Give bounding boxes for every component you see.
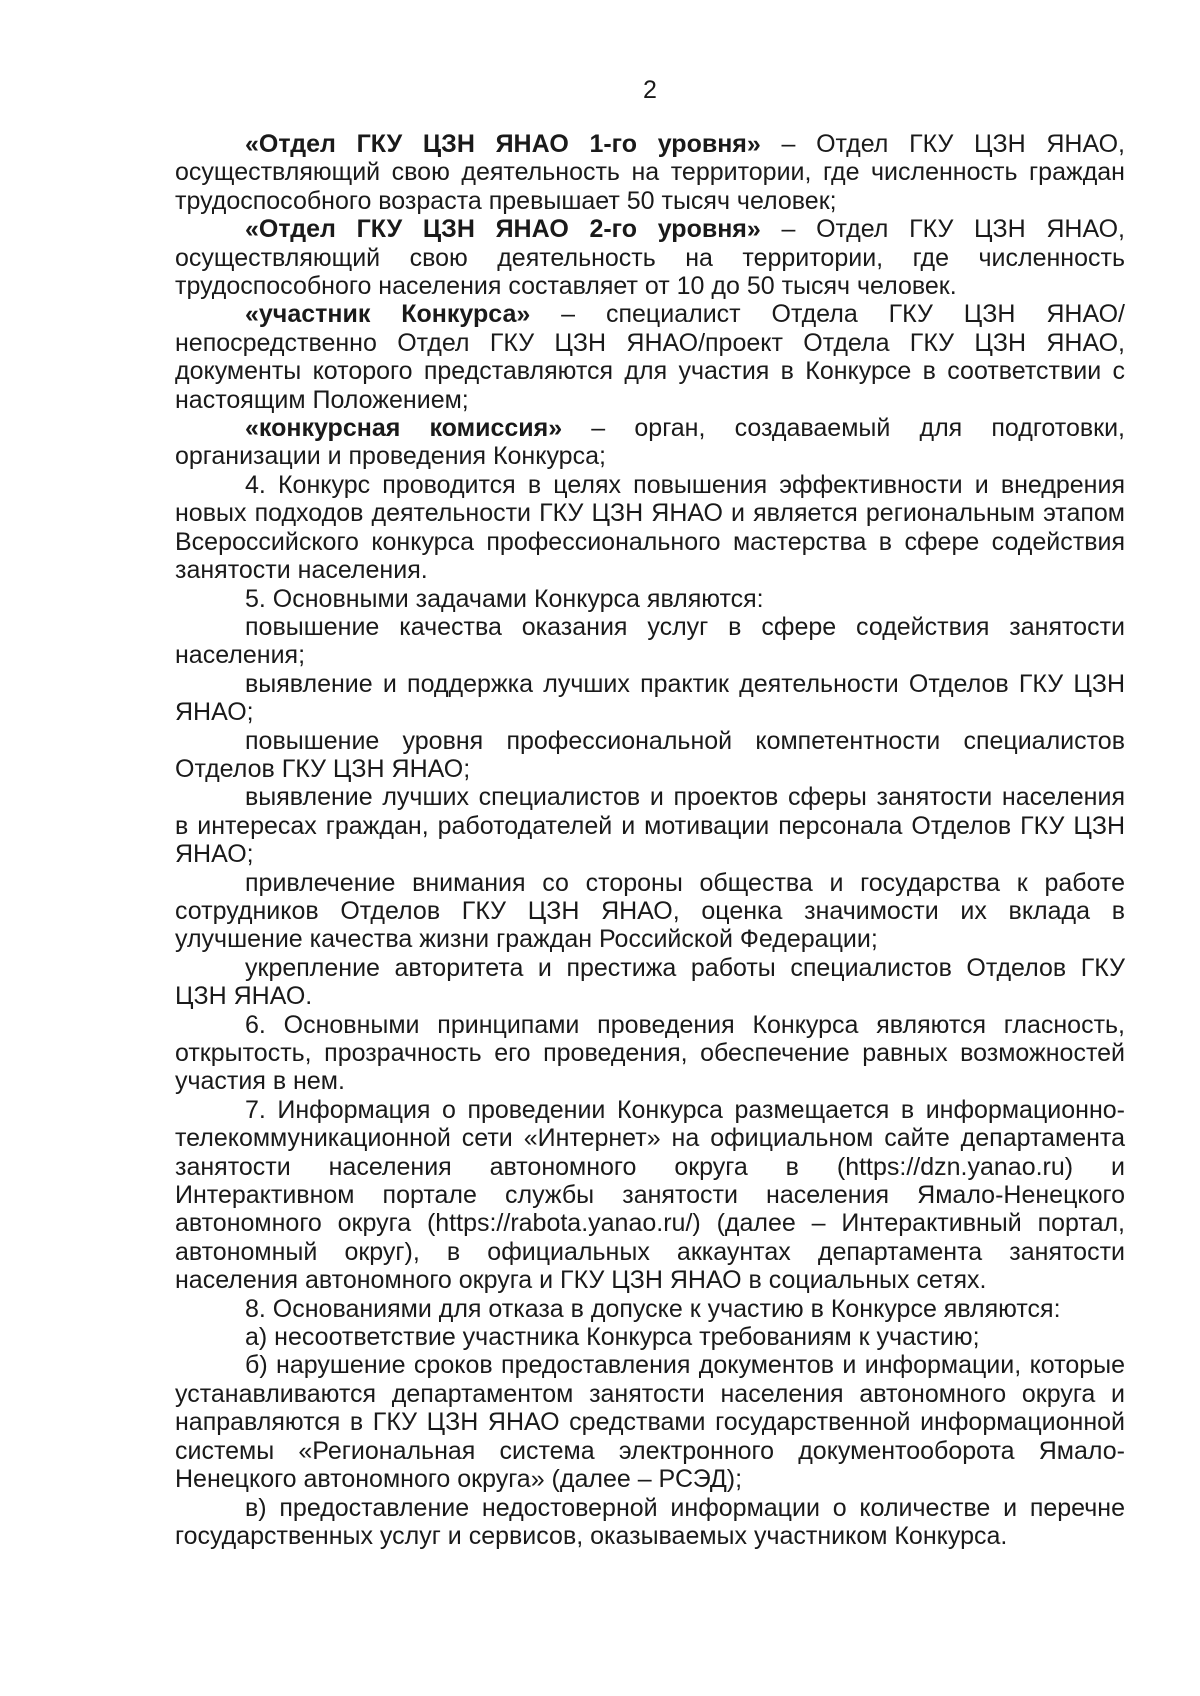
definition-paragraph [175,300,1125,414]
paragraph [175,1096,1125,1295]
paragraph-text: выявление лучших специалистов и проектов сферы занятости населения в интересах граждан, работодателей и мотивации персонала Отделов ГКУ ЦЗН ЯНАО; [175,783,1125,869]
paragraph-text: повышение качества оказания услуг в сфере содействия занятости населения; [175,612,1125,670]
list-item [175,1351,1125,1493]
defined-term: «Отдел ГКУ ЦЗН ЯНАО 1-го уровня» [245,130,761,158]
paragraph [175,471,1125,585]
list-item [175,1494,1125,1551]
list-item [175,869,1125,954]
paragraph-text: выявление и поддержка лучших практик деятельности Отделов ГКУ ЦЗН ЯНАО; [175,669,1125,727]
paragraph-text: 6. Основными принципами проведения Конкурса являются гласность, открытость, прозрачность его проведения, обеспечение равных возможностей участия в нем. [175,1010,1125,1096]
list-item [175,613,1125,670]
list-item [175,783,1125,868]
definition-paragraph [175,130,1125,215]
paragraph-text: укрепление авторитета и престижа работы специалистов Отделов ГКУ ЦЗН ЯНАО. [175,953,1125,1011]
definition-text: – Отдел ГКУ ЦЗН ЯНАО, осуществляющий свою деятельность на территории, где численность граждан трудоспособного возраста превышает 50 тысяч человек; [175,130,1125,215]
paragraph-text: в) предоставление недостоверной информации о количестве и перечне государственных услуг и сервисов, оказываемых участником Конкурса. [175,1493,1125,1550]
definition-text: – специалист Отдела ГКУ ЦЗН ЯНАО/непосредственно Отдел ГКУ ЦЗН ЯНАО/проект Отдела ГКУ ЦЗН ЯНАО, документы которого представляются для участия в Конкурсе в соответствии с настоящим Положением; [175,300,1125,414]
paragraph-text: б) нарушение сроков предоставления документов и информации, которые устанавливаются департаментом занятости населения автономного округа и направляются в ГКУ ЦЗН ЯНАО средствами государственной информационной системы «Региональная система электронного документооборота Ямало-Ненецкого автономного округа» (далее – РСЭД); [175,1351,1125,1494]
list-item [175,727,1125,784]
list-item [175,954,1125,1011]
paragraph-text: 8. Основаниями для отказа в допуске к участию в Конкурсе являются: [245,1294,1061,1323]
definition-text: – Отдел ГКУ ЦЗН ЯНАО, осуществляющий свою деятельность на территории, где численность трудоспособного населения составляет от 10 до 50 тысяч человек. [175,215,1125,301]
paragraph-text: 5. Основными задачами Конкурса являются: [245,584,764,613]
paragraph-text: а) несоответствие участника Конкурса требованиям к участию; [245,1323,980,1352]
paragraph [175,1011,1125,1096]
definition-text: – орган, создаваемый для подготовки, организации и проведения Конкурса; [175,414,1125,471]
definition-paragraph [175,215,1125,300]
list-item [175,1323,1125,1351]
paragraph [175,1295,1125,1323]
list-item [175,670,1125,727]
document-body [175,130,1125,1550]
paragraph [175,585,1125,613]
defined-term: «конкурсная комиссия» [245,414,563,443]
paragraph-text: повышение уровня профессиональной компетентности специалистов Отделов ГКУ ЦЗН ЯНАО; [175,726,1125,783]
paragraph-text: привлечение внимания со стороны общества и государства к работе сотрудников Отделов ГКУ ЦЗН ЯНАО, оценка значимости их вклада в улучшение качества жизни граждан Российской Федерации; [175,868,1125,954]
definition-paragraph [175,414,1125,471]
defined-term: «участник Конкурса» [245,300,531,329]
paragraph-text: 4. Конкурс проводится в целях повышения эффективности и внедрения новых подходов деятельности ГКУ ЦЗН ЯНАО и является региональным этапом Всероссийского конкурса профессионального мастерства в сфере содействия занятости населения. [175,470,1125,585]
page-number: 2 [643,76,657,104]
paragraph-text: 7. Информация о проведении Конкурса размещается в информационно-телекоммуникационной сети «Интернет» на официальном сайте департамента занятости населения автономного округа в (https://dzn.yanao.ru) и Интерактивном портале службы занятости населения Ямало-Ненецкого автономного округа (https://rabota.yanao.ru/) (далее – Интерактивный портал, автономный округ), в официальных аккаунтах департамента занятости населения автономного округа и ГКУ ЦЗН ЯНАО в социальных сетях. [175,1095,1125,1295]
defined-term: «Отдел ГКУ ЦЗН ЯНАО 2-го уровня» [245,215,761,244]
